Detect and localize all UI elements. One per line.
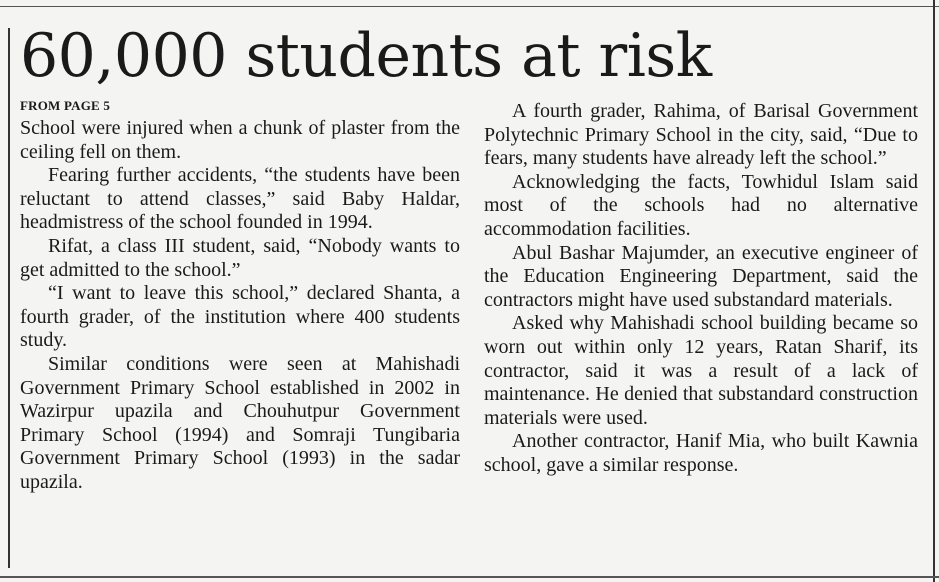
left-paragraph-5: Similar conditions were seen at Mahishadi Government Primary School established in 2002 in Wazirpur upazila and Chouhutpur Government Primary School (1994) and Somraji Tungibaria Government Primary School (1993) in the sadar upazila. — [20, 352, 460, 493]
left-border-rule — [8, 28, 10, 568]
bottom-border-rule — [0, 576, 939, 578]
top-border-rule — [0, 0, 939, 7]
right-paragraph-2: Acknowledging the facts, Towhidul Islam said most of the schools had no alternative accommodation facilities. — [484, 170, 918, 240]
left-paragraph-3: Rifat, a class III student, said, “Nobody wants to get admitted to the school.” — [20, 234, 460, 281]
right-paragraph-3: Abul Bashar Majumder, an executive engineer of the Education Engineering Department, said the contractors might have used substandard materials. — [484, 241, 918, 311]
left-column — [20, 98, 460, 495]
right-border-rule — [933, 0, 935, 582]
left-paragraph-4: “I want to leave this school,” declared Shanta, a fourth grader, of the institution where 400 students study. — [20, 282, 460, 352]
left-paragraph-2: Fearing further accidents, “the students have been reluctant to attend classes,” said Baby Haldar, headmistress of the school founded in 1994. — [20, 164, 460, 234]
right-paragraph-1: A fourth grader, Rahima, of Barisal Government Polytechnic Primary School in the city, said, “Due to fears, many students have already left the school.” — [484, 100, 918, 170]
right-paragraph-4: Asked why Mahishadi school building became so worn out within only 12 years, Ratan Sharif, its contractor, said it was a result of a lack of maintenance. He denied that substandard construction materials were used. — [484, 312, 918, 429]
right-column — [484, 100, 918, 478]
left-paragraph-1: School were injured when a chunk of plaster from the ceiling fell on them. — [20, 117, 460, 163]
right-paragraph-5: Another contractor, Hanif Mia, who built Kawnia school, gave a similar response. — [484, 430, 918, 476]
headline: 60,000 students at risk — [20, 21, 712, 91]
jump-line: FROM PAGE 5 — [20, 98, 111, 113]
